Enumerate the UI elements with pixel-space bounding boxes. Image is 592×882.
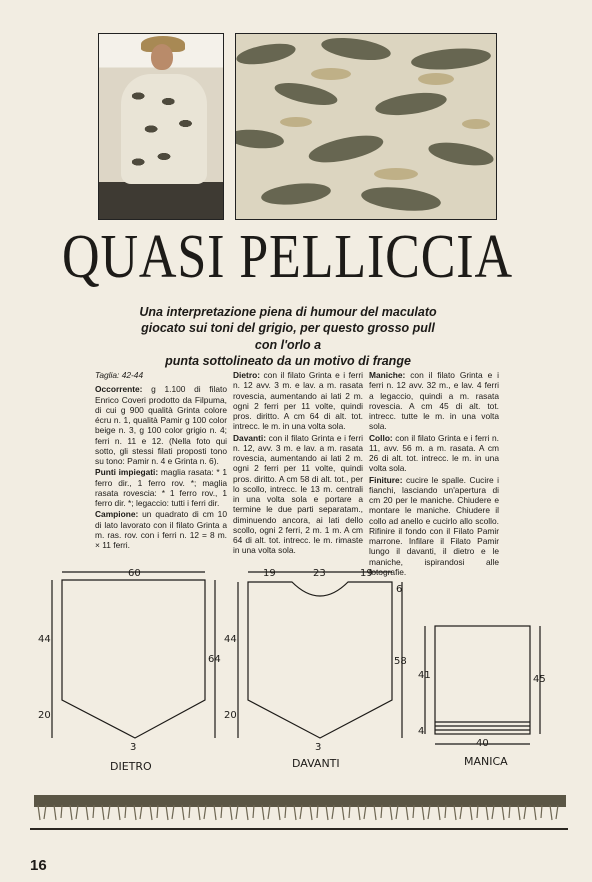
pattern-schematics: [30, 560, 570, 775]
size-text: Taglia: 42-44: [95, 370, 144, 380]
davanti-shoulder-right-label: 19: [360, 568, 373, 579]
davanti-total-label: 58: [394, 656, 407, 667]
manica-height-label: 41: [418, 670, 431, 681]
paragraph-davanti: Davanti: con il filato Grinta e i ferri n. 12, avv. 3 m. e lav. a m. rasata rovescia, aumentando ai lati 2 m. ogni 2 ferri per 11 volte, quindi pros. diritto. A cm 58 di alt. tot., per lo scollo, intrecc. le 13 m. centrali in una volta sola e portare a termine le due parti separatam., diminuendo ancora, ai lati dello scollo, ogni 2 ferri, 2 m. 1 m. A cm 64 di alt. tot. intrecc. le m. rimaste in una volta sola.: [233, 432, 363, 556]
paragraph-collo: Collo: con il filato Grinta e i ferri n. 11, avv. 56 m. a m. rasata. A cm 26 di alt. tot. intrecc. le m. in una volta sola.: [369, 432, 499, 474]
paragraph-occorrente: Occorrente: g 1.100 di filato Enrico Coveri prodotto da Filpuma, di cui g 900 qualità Grinta colore écru n. 1, qualità Pamir g 100 color beige n. 3, g 100 color grigio n. 4; ferri n. 11 e 12. (Nella foto qui sotto, gli stessi filati proposti tono su tono: Pamir n. 4 e Grinta n. 6).: [95, 384, 227, 466]
manica-band-label: 4: [418, 726, 425, 737]
knit-pattern-graphic: [236, 34, 496, 219]
manica-total-label: 45: [533, 674, 546, 685]
sweater-shape: [121, 74, 207, 184]
instructions-column-2: [233, 370, 363, 557]
davanti-neck-label: 23: [313, 568, 326, 579]
knit-closeup-photo: [235, 33, 497, 220]
dietro-point-label: 20: [38, 710, 51, 721]
paragraph-punti: Punti impiegati: maglia rasata: * 1 ferro dir., 1 ferro rov. *; maglia rasata rovescia: * 1 ferro rov., 1 ferro dir. *; legaccio: tutti i ferri dir.: [95, 467, 228, 508]
davanti-point-label: 20: [224, 710, 237, 721]
manica-width-label: 40: [476, 738, 489, 749]
subtitle-line: punta sottolineato da un motivo di frange: [165, 353, 411, 368]
subtitle-line: Una interpretazione piena di humour del maculato: [139, 305, 437, 319]
paragraph-maniche: Maniche: con il filato Grinta e i ferri n. 12 avv. 32 m., e lav. 4 ferri a legaccio, quindi a m. rasata rovescia. A cm 45 di alt. tot. intrecc. tutte le m. in una volta sola.: [369, 370, 499, 432]
manica-label: MANICA: [464, 755, 508, 768]
article-subtitle: [138, 304, 438, 369]
footer-rule: [30, 828, 568, 830]
instructions-column-3: [369, 370, 499, 578]
davanti-shoulder-left-label: 19: [263, 568, 276, 579]
dietro-bottom-label: 3: [130, 742, 137, 753]
davanti-side-label: 44: [224, 634, 237, 645]
paragraph-dietro: Dietro: con il filato Grinta e i ferri n. 12 avv. 3 m. e lav. a m. rasata rovescia, aumentando ai lati 2 m. ogni 2 ferri per 11 volte, quindi pros. diritto. A cm 64 di alt. tot. intrecc. le m. in una volta sola.: [233, 370, 363, 432]
subtitle-line: giocato sui toni del grigio, per questo grosso pull con l'orlo a: [141, 321, 435, 352]
manica-outline: [435, 626, 530, 734]
davanti-neck-depth-label: 6: [396, 584, 403, 595]
davanti-bottom-label: 3: [315, 742, 322, 753]
paragraph-campione: Campione: un quadrato di cm 10 di lato lavorato con il filato Grinta a m. ras. rov. con i ferri n. 12 = 8 m. × 11 ferri.: [95, 509, 227, 550]
article-title: QUASI PELLICCIA: [62, 223, 513, 291]
dietro-outline: [62, 580, 205, 738]
instructions-column-1: [95, 370, 227, 551]
dietro-width-label: 60: [128, 568, 141, 579]
dietro-side-label: 44: [38, 634, 51, 645]
page-number: 16: [30, 857, 47, 874]
dietro-total-label: 64: [208, 654, 221, 665]
paragraph-finiture: Finiture: cucire le spalle. Cucire i fianchi, lasciando un'apertura di cm 20 per le maniche. Chiudere e montare le maniche. Chiudere il collo ad anello e cucirlo allo scollo. Rifinire il fondo con il Filato Pamir marrone. Infilare il Filato Pamir lungo il davanti, il dietro e le maniche, ispirandosi alle fotografie.: [369, 474, 499, 577]
fringe-graphic: [34, 791, 566, 821]
dietro-label: DIETRO: [110, 760, 152, 773]
model-photo: [98, 33, 224, 220]
davanti-outline: [248, 582, 392, 738]
model-head: [151, 44, 173, 70]
davanti-label: DAVANTI: [292, 757, 340, 770]
fringe-strip: [34, 791, 566, 821]
